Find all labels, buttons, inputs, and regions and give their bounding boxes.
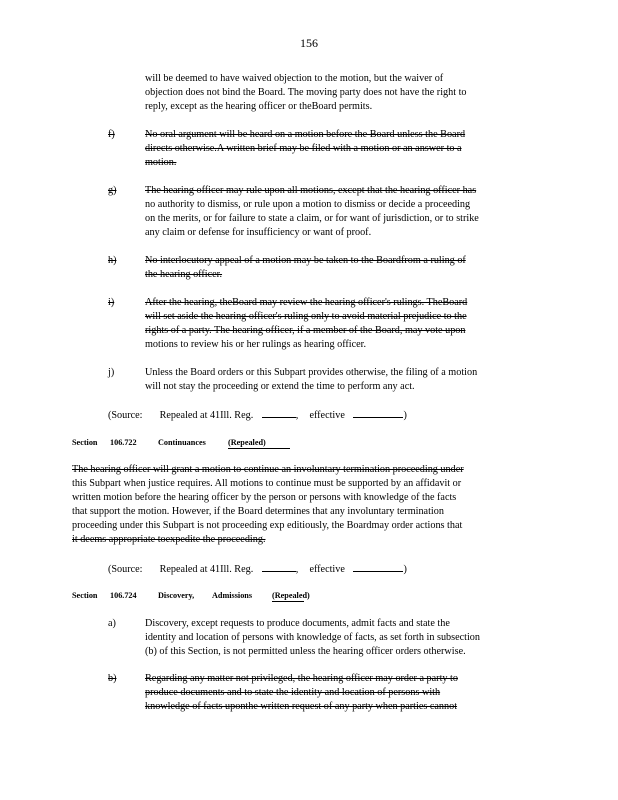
source-effective: effective [309,564,345,575]
section-word: Section [72,438,98,447]
text-line: After the hearing, theBoard may review the hearing officer's rulings. TheBoard [145,297,468,308]
source-repealed: Repealed at 41Ill. Reg. [159,410,254,421]
blank-line [353,408,403,418]
item-label-b: b) [108,673,117,684]
text-line: objection does not bind the Board. The moving party does not have the right to [145,87,467,98]
blank-line [262,408,296,418]
text-line: reply, except as the hearing officer or theBoard permits. [145,101,373,112]
source-label: (Source: [108,410,143,421]
source-note [108,408,407,422]
text-line: produce documents and to state the identity and location of persons with [145,687,441,698]
section-heading-724 [72,591,312,601]
text-line: it deems appropriate toexpedite the proceeding. [72,534,266,545]
text-line: no authority to dismiss, or rule upon a motion to dismiss or decide a proceeding [145,199,471,210]
text-line: No interlocutory appeal of a motion may be taken to the Boardfrom a ruling of [145,255,466,266]
text-line: will not stay the proceeding or extend the time to perform any act. [145,381,415,392]
text-line: proceeding under this Subpart is not proceeding exp editiously, the Boardmay order actions that [72,520,463,531]
text-line: motions to review his or her rulings as hearing officer. [145,339,367,350]
source-comma: , [295,410,299,421]
source-comma: , [295,564,299,575]
text-line: The hearing officer may rule upon all motions, except that the hearing officer has [145,185,477,196]
blank-line [353,562,403,572]
page-number: 156 [300,36,318,50]
item-label-a: a) [108,618,116,629]
text-line: will set aside the hearing officer's ruling only to avoid material prejudice to the [145,311,467,322]
section-title-2: Admissions [212,591,253,600]
text-line: rights of a party. The hearing officer, if a member of the Board, may vote upon [145,325,466,336]
text-line: on the merits, or for failure to state a claim, or for want of jurisdiction, or to strike [145,213,479,224]
section-number: 106.722 [110,438,137,447]
source-close: ) [403,564,407,575]
source-effective: effective [309,410,345,421]
source-label: (Source: [108,564,143,575]
text-line: the hearing officer. [145,269,223,280]
text-line: that support the motion. However, if the Board determines that any involuntary termination [72,506,444,517]
text-line: Regarding any matter not privileged, the hearing officer may order a party to [145,673,458,684]
text-line: The hearing officer will grant a motion to continue an involuntary termination proceeding under [72,464,464,475]
section-number: 106.724 [110,591,137,600]
item-label-j: j) [108,367,115,378]
text-line: identity and location of persons with knowledge of facts, as set forth in subsection [145,632,480,643]
text-line: will be deemed to have waived objection to the motion, but the waiver of [145,73,444,84]
text-line: directs otherwise.A written brief may be filed with a motion or an answer to a [145,143,462,154]
item-label-f: f) [108,129,115,140]
section-repealed: (Repealed) [272,591,310,600]
section-title: Discovery, [158,591,195,600]
section-repealed: (Repealed) [228,438,290,449]
text-line: any claim or defense for insufficiency or want of proof. [145,227,372,238]
text-line: motion. [145,157,177,168]
text-line: No oral argument will be heard on a motion before the Board unless the Board [145,129,466,140]
blank-line [262,562,296,572]
source-note [108,562,407,576]
text-line: Discovery, except requests to produce documents, admit facts and state the [145,618,450,629]
text-line: Unless the Board orders or this Subpart provides otherwise, the filing of a motion [145,367,478,378]
text-line: this Subpart when justice requires. All motions to continue must be supported by an affidavit or [72,478,462,489]
section-word: Section [72,591,98,600]
text-line: written motion before the hearing officer by the person or persons with knowledge of the facts [72,492,457,503]
text-line: knowledge of facts uponthe written request of any party when parties cannot [145,701,458,712]
item-label-h: h) [108,255,117,266]
section-title: Continuances [158,438,206,447]
item-label-i: i) [108,297,115,308]
section-heading-722 [72,438,302,448]
text-line: (b) of this Section, is not permitted unless the hearing officer orders otherwise. [145,646,466,657]
source-repealed: Repealed at 41Ill. Reg. [159,564,254,575]
item-label-g: g) [108,185,117,196]
source-close: ) [403,410,407,421]
